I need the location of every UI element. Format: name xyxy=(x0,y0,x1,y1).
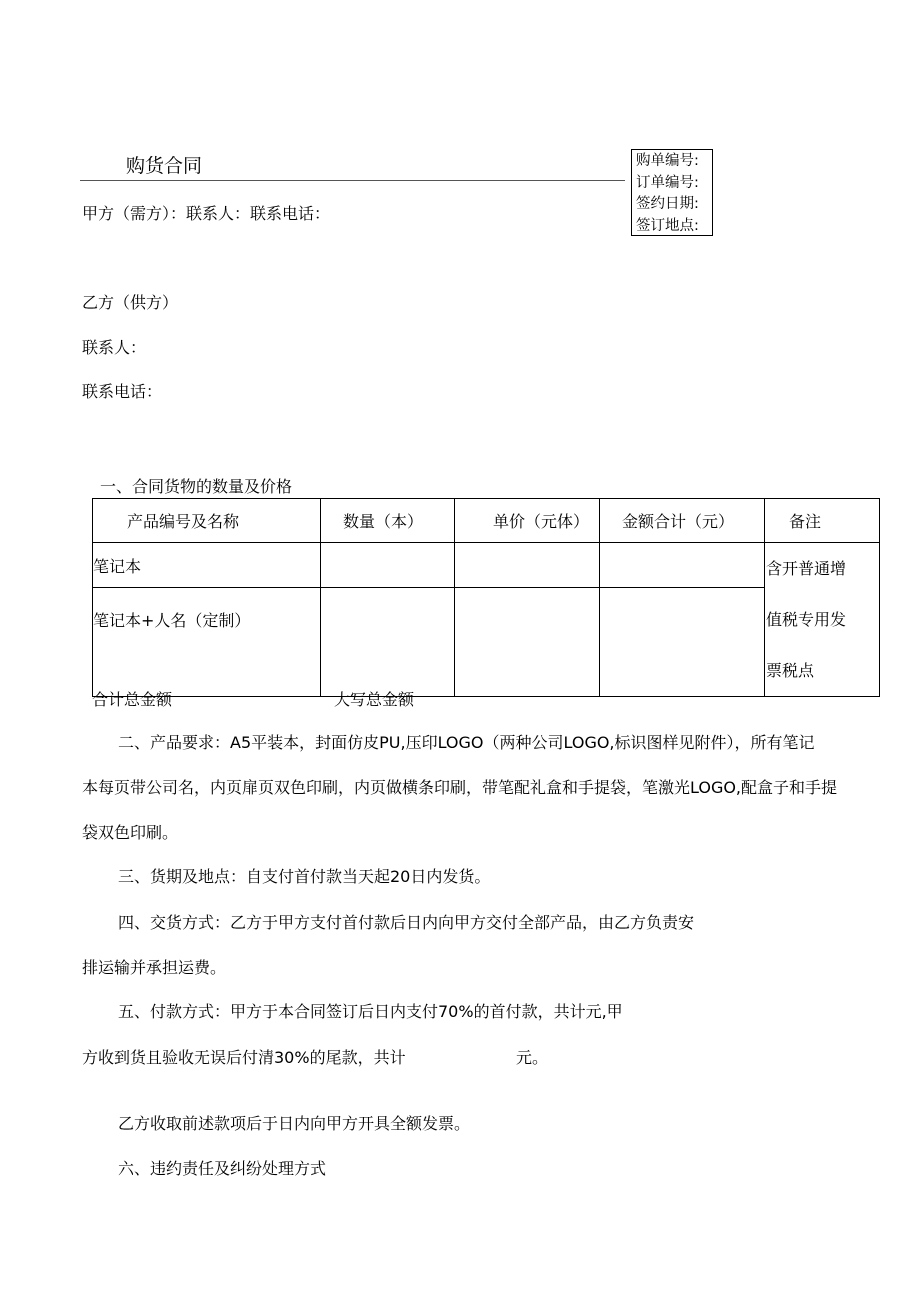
header-amount: 金额合计（元） xyxy=(600,499,765,543)
goods-table xyxy=(92,498,880,697)
header-unit-price: 单价（元体） xyxy=(455,499,600,543)
note-line: 票税点 xyxy=(766,661,815,680)
table-header-row xyxy=(93,499,880,543)
section5-line3: 乙方收取前述款项后于日内向甲方开具全额发票。 xyxy=(118,1114,471,1133)
party-b-name: 乙方（供方） xyxy=(82,293,179,312)
contract-info-box xyxy=(631,149,713,236)
row-amount xyxy=(600,543,765,588)
note-cell xyxy=(765,543,880,697)
contract-title: 购货合同 xyxy=(126,155,203,177)
section3-line1: 三、货期及地点：自支付首付款当天起20日内发货。 xyxy=(118,867,491,886)
row-quantity xyxy=(321,588,455,697)
row-unit-price xyxy=(455,543,600,588)
section5-line1: 五、付款方式：甲方于本合同签订后日内支付70%的首付款，共计元,甲 xyxy=(118,1002,623,1021)
party-b-contact: 联系人： xyxy=(82,338,147,357)
row-product-name: 笔记本+人名（定制） xyxy=(93,588,321,697)
header-product: 产品编号及名称 xyxy=(93,499,321,543)
section2-line2: 本每页带公司名，内页扉页双色印刷，内页做横条印刷，带笔配礼盒和手提袋，笔激光LOGO,配盒子和手提 xyxy=(82,778,838,797)
section1-heading: 一、合同货物的数量及价格 xyxy=(100,477,293,496)
header-quantity: 数量（本） xyxy=(321,499,455,543)
signing-date-label: 签约日期: xyxy=(636,196,699,212)
total-upper-label: 大写总金额 xyxy=(334,690,415,709)
total-amount-label: 合计总金额 xyxy=(92,690,173,709)
signing-place-label: 签订地点: xyxy=(636,217,699,234)
section2-line3: 袋双色印刷。 xyxy=(82,823,179,842)
table-row xyxy=(93,588,880,697)
party-a-line: 甲方（需方）：联系人：联系电话： xyxy=(82,204,331,223)
section5-line2-end: 元。 xyxy=(516,1048,549,1067)
section2-line1: 二、产品要求：A5平装本，封面仿皮PU,压印LOGO（两种公司LOGO,标识图样见附件），所有笔记 xyxy=(118,733,815,752)
section4-line1: 四、交货方式：乙方于甲方支付首付款后日内向甲方交付全部产品，由乙方负责安 xyxy=(118,913,695,932)
row-quantity xyxy=(321,543,455,588)
header-note: 备注 xyxy=(765,499,880,543)
party-b-phone: 联系电话： xyxy=(82,382,163,401)
title-divider xyxy=(80,180,625,181)
note-line: 含开普通增 xyxy=(766,559,847,578)
table-row xyxy=(93,543,880,588)
note-line: 值税专用发 xyxy=(766,610,847,629)
purchase-number-label: 购单编号: xyxy=(636,153,699,169)
section6-heading: 六、违约责任及纠纷处理方式 xyxy=(118,1159,327,1178)
order-number-label: 订单编号: xyxy=(636,174,699,191)
row-unit-price xyxy=(455,588,600,697)
section4-line2: 排运输并承担运费。 xyxy=(82,958,227,977)
section5-line2: 方收到货且验收无误后付清30%的尾款，共计 xyxy=(82,1048,406,1067)
row-product-name: 笔记本 xyxy=(93,543,321,588)
row-amount xyxy=(600,588,765,697)
